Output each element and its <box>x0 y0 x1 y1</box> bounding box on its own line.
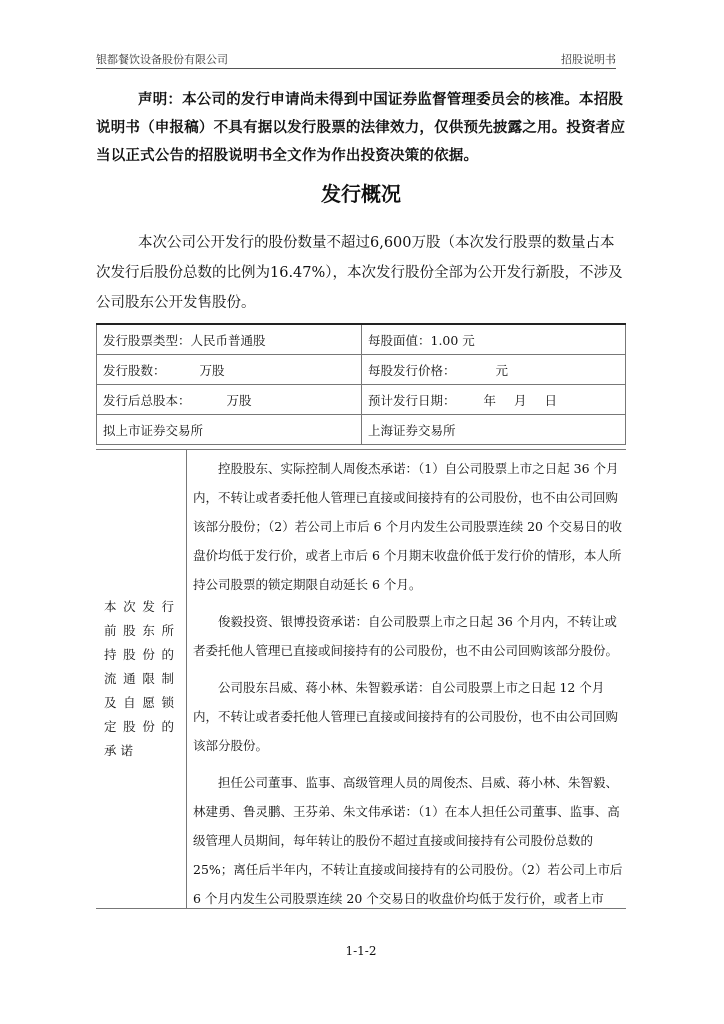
table-row <box>97 355 626 385</box>
page-header <box>96 48 616 69</box>
total-shares-unit: 万股 <box>226 392 252 408</box>
total-shares-cell <box>97 385 362 415</box>
table-row <box>97 324 626 355</box>
issue-date-day: 日 <box>544 392 558 408</box>
lockup-section-label-cell <box>96 450 187 908</box>
shares-issued-unit: 万股 <box>199 362 225 378</box>
exchange-value-cell: 上海证券交易所 <box>362 415 626 445</box>
lockup-section-label: 本次发行前股东所持股份的流通限制及自愿锁定股份的承诺 <box>104 599 178 758</box>
disclaimer-statement: 声明：本公司的发行申请尚未得到中国证券监督管理委员会的核准。本招股说明书（申报稿）不具有据以发行股票的法律效力，仅供预先披露之用。投资者应当以正式公告的招股说明书全文作为作出投资决策的依据。 <box>96 92 626 164</box>
shares-issued-label: 发行股数： <box>103 362 166 378</box>
issue-price-unit: 元 <box>495 362 509 378</box>
header-document-type: 招股说明书 <box>561 53 616 66</box>
table-row <box>97 415 626 445</box>
commitment-controlling-shareholder: 控股股东、实际控制人周俊杰承诺：（1）自公司股票上市之日起 36 个月内，不转让或者委托他人管理已直接或间接持有的公司股份，也不由公司回购该部分股份；（2）若公司上市后 6 个月内发生公司股票连续 20 个交易日的收盘价均低于发行价，或者上市后 6 个月期末收盘价低于发行价的情形，本人所持公司股票的锁定期限自动延长 6 个月。 <box>193 461 622 592</box>
commitment-shareholders: 公司股东吕威、蒋小林、朱智毅承诺：自公司股票上市之日起 12 个月内，不转让或者委托他人管理已直接或间接持有的公司股份，也不由公司回购该部分股份。 <box>193 680 619 753</box>
lockup-commitment-section <box>96 449 626 909</box>
issue-date-month: 月 <box>514 392 527 408</box>
issue-date-year: 年 <box>483 392 497 408</box>
issue-date-label: 预计发行日期： <box>368 392 456 408</box>
issue-price-cell <box>362 355 626 385</box>
page-title: 发行概况 <box>321 182 401 206</box>
issue-date-cell <box>362 385 626 415</box>
offering-info-table <box>96 323 626 445</box>
commitment-directors-officers: 担任公司董事、监事、高级管理人员的周俊杰、吕威、蒋小林、朱智毅、林建勇、鲁灵鹏、王芬弟、朱文伟承诺：（1）在本人担任公司董事、监事、高级管理人员期间，每年转让的股份不超过直接或间接持有公司股份总数的25%；离任后半年内，不转让直接或间接持有的公司股份。（2）若公司上市后 6 个月内发生公司股票连续 20 个交易日的收盘价均低于发行价，或者上市 <box>193 775 623 906</box>
issue-price-label: 每股发行价格： <box>368 362 456 378</box>
table-row <box>97 385 626 415</box>
header-company-name: 银都餐饮设备股份有限公司 <box>96 53 228 66</box>
commitment-investment-entities: 俊毅投资、银博投资承诺：自公司股票上市之日起 36 个月内，不转让或者委托他人管理已直接或间接持有的公司股份，也不由公司回购该部分股份。 <box>193 614 619 658</box>
shares-issued-cell <box>97 355 362 385</box>
stock-type-cell: 发行股票类型：人民币普通股 <box>97 324 362 355</box>
total-shares-label: 发行后总股本： <box>103 392 191 408</box>
offering-overview-paragraph: 本次公司公开发行的股份数量不超过6,600万股（本次发行股票的数量占本次发行后股份总数的比例为16.47%），本次发行股份全部为公开发行新股，不涉及公司股东公开发售股份。 <box>96 235 623 311</box>
lockup-commitments-content <box>187 450 626 908</box>
par-value-cell: 每股面值：1.00 元 <box>362 324 626 355</box>
page-number: 1-1-2 <box>345 944 377 958</box>
exchange-label-cell: 拟上市证券交易所 <box>97 415 362 445</box>
